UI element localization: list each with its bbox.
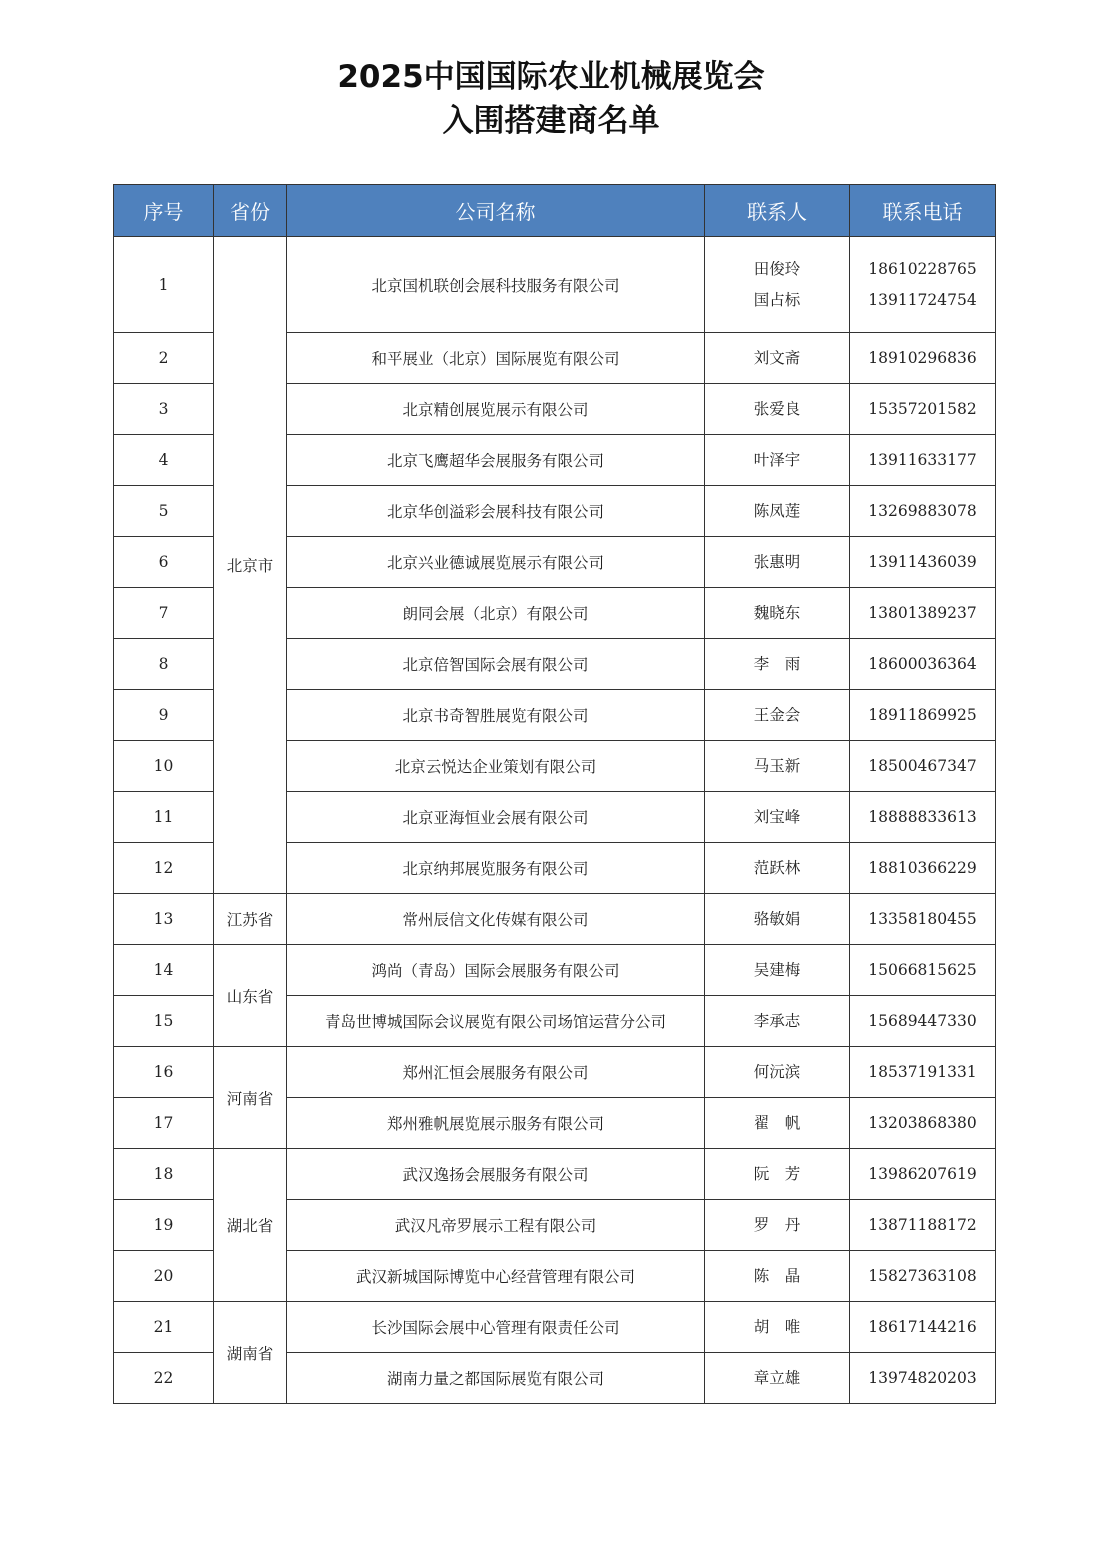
phone-number: 13911633177 [868,450,977,469]
phone-number: 18810366229 [868,858,977,877]
cell-number: 9 [114,690,214,741]
col-header-phone: 联系电话 [850,185,996,237]
cell-number: 16 [114,1047,214,1098]
cell-contact [705,894,850,945]
contact-name: 马玉新 [753,756,801,775]
cell-company: 常州辰信文化传媒有限公司 [287,894,705,945]
cell-number: 3 [114,384,214,435]
phone-number: 18500467347 [868,756,977,775]
table-row [114,894,996,945]
phone-number: 13358180455 [868,909,977,928]
cell-company: 长沙国际会展中心管理有限责任公司 [287,1302,705,1353]
cell-company: 北京兴业德诚展览展示有限公司 [287,537,705,588]
phone-number: 15689447330 [868,1011,977,1030]
phone-number: 18600036364 [868,654,977,673]
cell-phone [850,588,996,639]
cell-phone [850,945,996,996]
cell-phone [850,1251,996,1302]
cell-contact [705,1302,850,1353]
cell-contact [705,741,850,792]
cell-contact [705,1200,850,1251]
cell-phone [850,792,996,843]
cell-number: 5 [114,486,214,537]
cell-number: 2 [114,333,214,384]
col-header-company: 公司名称 [287,185,705,237]
contact-name: 李 雨 [753,654,801,673]
cell-contact [705,1353,850,1404]
contact-name: 张爱良 [753,399,801,418]
contact-name: 章立雄 [753,1368,801,1387]
phone-number: 13801389237 [868,603,977,622]
cell-contact [705,792,850,843]
cell-province: 湖北省 [214,1149,287,1302]
phone-number: 13871188172 [868,1215,977,1234]
cell-number: 17 [114,1098,214,1149]
cell-number: 8 [114,639,214,690]
cell-phone [850,1200,996,1251]
cell-company: 湖南力量之都国际展览有限公司 [287,1353,705,1404]
cell-phone [850,843,996,894]
cell-number: 7 [114,588,214,639]
phone-number: 13911436039 [868,552,977,571]
cell-province: 江苏省 [214,894,287,945]
cell-company: 和平展业（北京）国际展览有限公司 [287,333,705,384]
cell-number: 21 [114,1302,214,1353]
cell-contact [705,384,850,435]
cell-number: 10 [114,741,214,792]
table-header-row [114,185,996,237]
cell-contact [705,945,850,996]
cell-province: 北京市 [214,237,287,894]
phone-number: 13203868380 [868,1113,977,1132]
contact-name: 胡 唯 [753,1317,801,1336]
table-row [114,1149,996,1200]
cell-contact [705,639,850,690]
cell-phone [850,1353,996,1404]
cell-contact [705,843,850,894]
cell-company: 北京飞鹰超华会展服务有限公司 [287,435,705,486]
phone-number: 13911724754 [868,290,977,309]
col-header-province: 省份 [214,185,287,237]
contact-name: 刘宝峰 [753,807,801,826]
cell-company: 青岛世博城国际会议展览有限公司场馆运营分公司 [287,996,705,1047]
cell-phone [850,690,996,741]
phone-number: 13986207619 [868,1164,977,1183]
cell-contact [705,690,850,741]
phone-number: 13974820203 [868,1368,977,1387]
cell-phone [850,741,996,792]
cell-phone [850,333,996,384]
cell-number: 4 [114,435,214,486]
cell-number: 15 [114,996,214,1047]
contact-name: 国占标 [753,290,801,309]
cell-company: 武汉新城国际博览中心经营管理有限公司 [287,1251,705,1302]
table-row [114,945,996,996]
cell-phone [850,1098,996,1149]
contact-name: 何沅滨 [753,1062,801,1081]
col-header-number: 序号 [114,185,214,237]
cell-company: 郑州汇恒会展服务有限公司 [287,1047,705,1098]
cell-company: 武汉逸扬会展服务有限公司 [287,1149,705,1200]
cell-contact [705,1047,850,1098]
cell-company: 郑州雅帆展览展示服务有限公司 [287,1098,705,1149]
cell-phone [850,537,996,588]
contractor-table [113,184,996,1404]
cell-phone [850,1047,996,1098]
phone-number: 15357201582 [868,399,977,418]
cell-phone [850,435,996,486]
cell-contact [705,1251,850,1302]
cell-number: 14 [114,945,214,996]
cell-company: 北京云悦达企业策划有限公司 [287,741,705,792]
phone-number: 18910296836 [868,348,977,367]
table-row [114,237,996,333]
phone-number: 15066815625 [868,960,977,979]
cell-company: 北京国机联创会展科技服务有限公司 [287,237,705,333]
cell-company: 武汉凡帝罗展示工程有限公司 [287,1200,705,1251]
cell-phone [850,894,996,945]
phone-number: 18911869925 [868,705,977,724]
table-row [114,1302,996,1353]
cell-contact [705,537,850,588]
cell-company: 北京倍智国际会展有限公司 [287,639,705,690]
cell-province: 湖南省 [214,1302,287,1404]
cell-contact [705,333,850,384]
contact-name: 刘文斋 [753,348,801,367]
cell-number: 6 [114,537,214,588]
contact-name: 李承志 [753,1011,801,1030]
cell-phone [850,996,996,1047]
cell-contact [705,237,850,333]
document-title-line2: 入围搭建商名单 [442,103,660,139]
phone-number: 18888833613 [868,807,977,826]
table-body [114,237,996,1404]
cell-company: 北京纳邦展览服务有限公司 [287,843,705,894]
cell-number: 13 [114,894,214,945]
document-title-line1: 2025中国国际农业机械展览会 [337,59,765,95]
cell-company: 北京亚海恒业会展有限公司 [287,792,705,843]
cell-contact [705,996,850,1047]
cell-contact [705,1098,850,1149]
contact-name: 魏晓东 [753,603,801,622]
phone-number: 18610228765 [868,259,977,278]
cell-company: 鸿尚（青岛）国际会展服务有限公司 [287,945,705,996]
cell-number: 22 [114,1353,214,1404]
cell-phone [850,1302,996,1353]
cell-contact [705,435,850,486]
contact-name: 阮 芳 [753,1164,801,1183]
cell-number: 1 [114,237,214,333]
cell-company: 北京华创溢彩会展科技有限公司 [287,486,705,537]
cell-number: 19 [114,1200,214,1251]
cell-contact [705,486,850,537]
phone-number: 15827363108 [868,1266,977,1285]
cell-phone [850,237,996,333]
cell-province: 河南省 [214,1047,287,1149]
cell-number: 18 [114,1149,214,1200]
cell-contact [705,588,850,639]
contact-name: 张惠明 [753,552,801,571]
phone-number: 13269883078 [868,501,977,520]
cell-phone [850,1149,996,1200]
contact-name: 吴建梅 [753,960,801,979]
cell-number: 20 [114,1251,214,1302]
contact-name: 叶泽宇 [753,450,801,469]
contact-name: 田俊玲 [753,259,801,278]
cell-company: 朗同会展（北京）有限公司 [287,588,705,639]
contact-name: 陈凤莲 [753,501,801,520]
cell-phone [850,639,996,690]
cell-province: 山东省 [214,945,287,1047]
cell-company: 北京书奇智胜展览有限公司 [287,690,705,741]
contact-name: 陈 晶 [753,1266,801,1285]
contact-name: 王金会 [753,705,801,724]
table-row [114,1047,996,1098]
phone-number: 18617144216 [868,1317,977,1336]
cell-phone [850,486,996,537]
col-header-contact: 联系人 [705,185,850,237]
cell-number: 12 [114,843,214,894]
cell-contact [705,1149,850,1200]
cell-company: 北京精创展览展示有限公司 [287,384,705,435]
contact-name: 罗 丹 [753,1215,801,1234]
cell-phone [850,384,996,435]
phone-number: 18537191331 [868,1062,977,1081]
contact-name: 骆敏娟 [753,909,801,928]
contact-name: 范跃林 [753,858,801,877]
contact-name: 翟 帆 [753,1113,801,1132]
cell-number: 11 [114,792,214,843]
